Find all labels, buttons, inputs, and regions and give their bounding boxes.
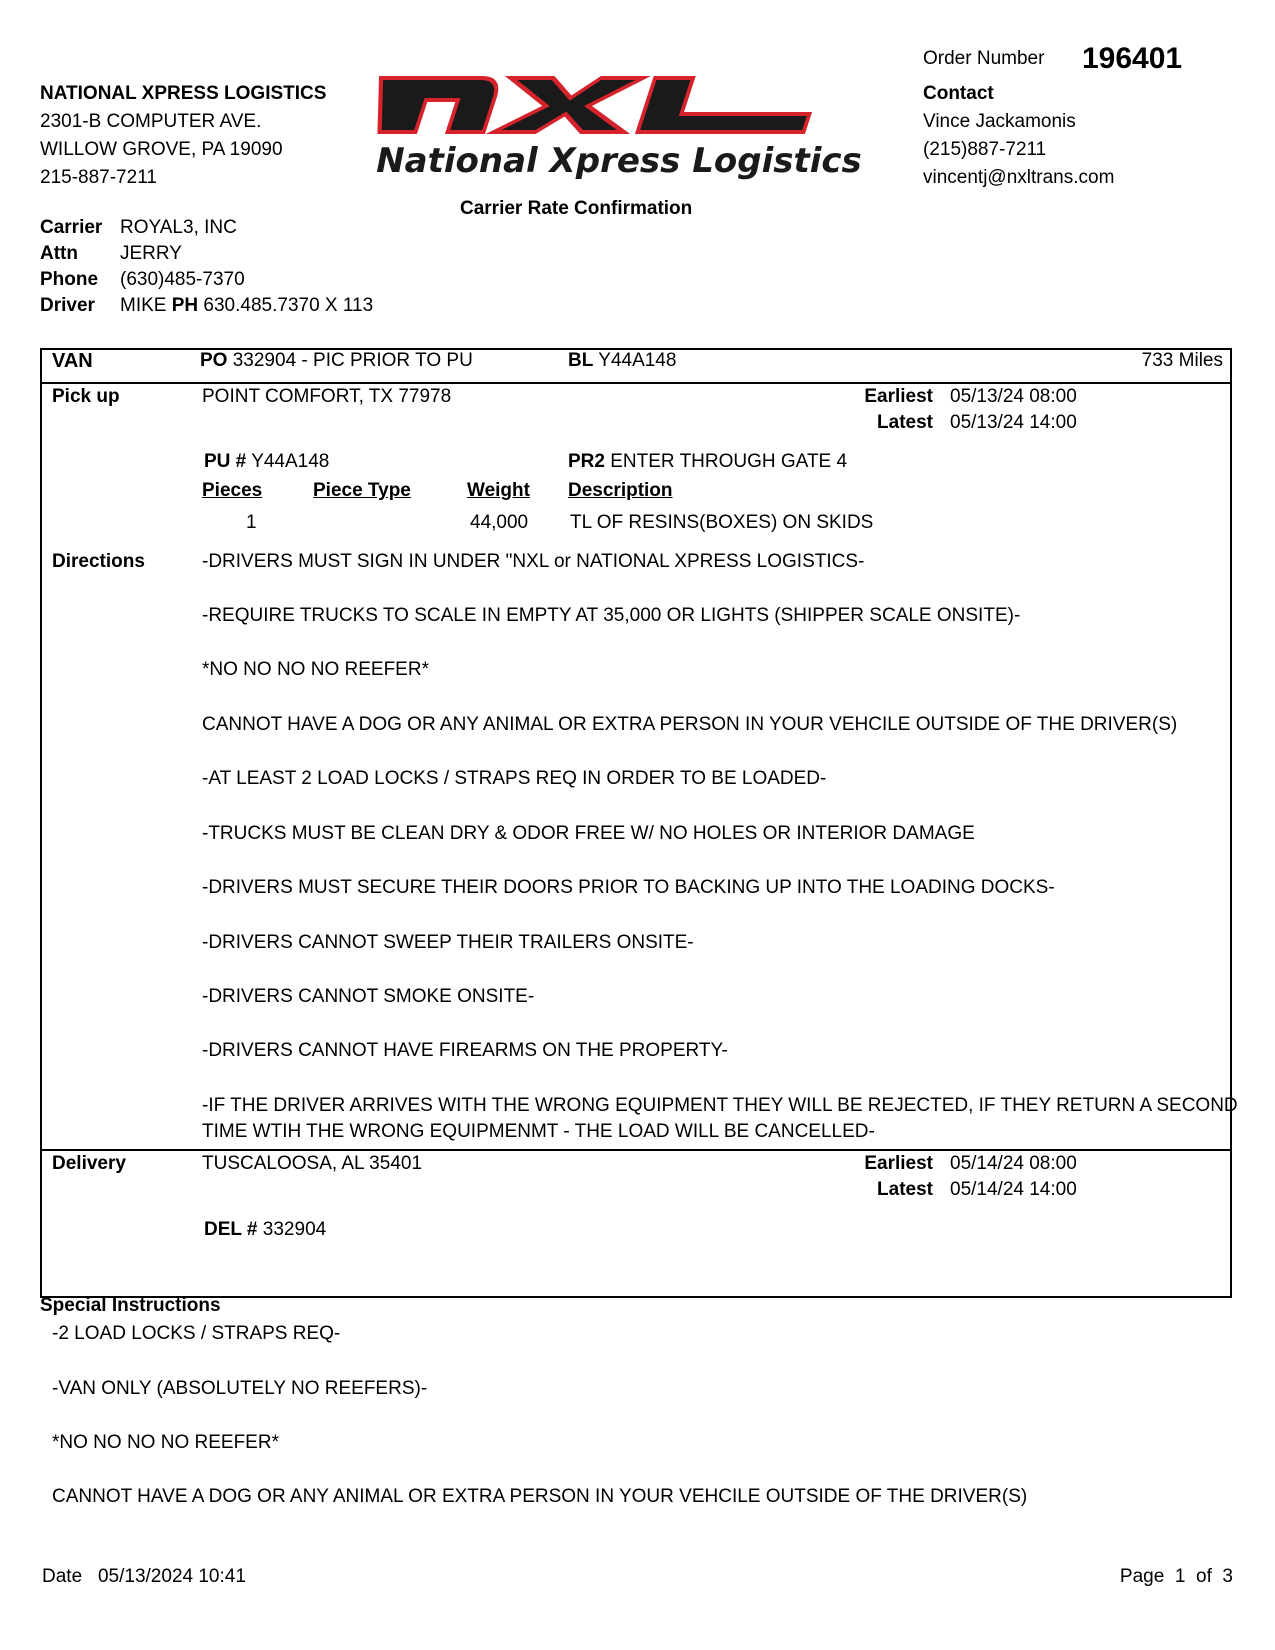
special-instruction-line: *NO NO NO NO REEFER* [52, 1432, 279, 1453]
driver-label: Driver [40, 295, 95, 316]
pickup-label: Pick up [52, 386, 120, 407]
attn-label: Attn [40, 243, 78, 264]
total-miles: 733 Miles [1141, 350, 1223, 371]
row-description: TL OF RESINS(BOXES) ON SKIDS [570, 512, 874, 533]
contact-phone: (215)887-7211 [923, 139, 1047, 160]
direction-line: -IF THE DRIVER ARRIVES WITH THE WRONG EQUIPMENT THEY WILL BE REJECTED, IF THEY RETURN A SECOND [202, 1095, 1238, 1116]
pu-number [204, 451, 329, 473]
row-pieces: 1 [246, 512, 257, 533]
bl-value: Y44A148 [598, 350, 677, 371]
date-value: 05/13/2024 10:41 [97, 1566, 246, 1587]
direction-line: -REQUIRE TRUCKS TO SCALE IN EMPTY AT 35,000 OR LIGHTS (SHIPPER SCALE ONSITE)- [202, 605, 1021, 626]
direction-line: *NO NO NO NO REEFER* [202, 659, 429, 680]
delivery-earliest-value: 05/14/24 08:00 [950, 1153, 1077, 1174]
pickup-earliest-label: Earliest [864, 386, 933, 407]
pickup-latest-label: Latest [877, 412, 933, 433]
po-value: 332904 - PIC PRIOR TO PU [232, 350, 473, 371]
special-instruction-line: -2 LOAD LOCKS / STRAPS REQ- [52, 1323, 341, 1344]
phone-label: Phone [40, 269, 99, 290]
page-total: 3 [1222, 1566, 1233, 1587]
pr2-label: PR2 [568, 451, 605, 472]
special-instruction-line: CANNOT HAVE A DOG OR ANY ANIMAL OR EXTRA PERSON IN YOUR VEHCILE OUTSIDE OF THE DRIVER(S) [52, 1486, 1028, 1507]
col-piece-type: Piece Type [313, 480, 411, 501]
driver-ph-label: PH [171, 295, 199, 316]
del-label: DEL # [204, 1219, 258, 1240]
direction-line: CANNOT HAVE A DOG OR ANY ANIMAL OR EXTRA PERSON IN YOUR VEHCILE OUTSIDE OF THE DRIVER(S) [202, 714, 1178, 735]
row-weight: 44,000 [470, 512, 529, 533]
direction-line: -DRIVERS MUST SIGN IN UNDER "NXL or NATIONAL XPRESS LOGISTICS- [202, 551, 865, 572]
col-description: Description [568, 480, 673, 501]
contact-name: Vince Jackamonis [923, 111, 1076, 132]
directions-label: Directions [52, 551, 145, 572]
delivery-location: TUSCALOOSA, AL 35401 [202, 1153, 423, 1174]
pickup-earliest-value: 05/13/24 08:00 [950, 386, 1077, 407]
order-number: 196401 [1082, 42, 1183, 75]
pu-value: Y44A148 [251, 451, 330, 472]
delivery-label: Delivery [52, 1153, 126, 1174]
delivery-latest-value: 05/14/24 14:00 [950, 1179, 1077, 1200]
pickup-location: POINT COMFORT, TX 77978 [202, 386, 452, 407]
driver-name: MIKE [120, 295, 167, 316]
bl-label: BL [568, 350, 594, 371]
direction-line: -DRIVERS CANNOT SWEEP THEIR TRAILERS ONSITE- [202, 932, 694, 953]
delivery-earliest-label: Earliest [864, 1153, 933, 1174]
carrier-label: Carrier [40, 217, 103, 238]
direction-line: -AT LEAST 2 LOAD LOCKS / STRAPS REQ IN ORDER TO BE LOADED- [202, 768, 827, 789]
company-name: NATIONAL XPRESS LOGISTICS [40, 83, 327, 104]
del-number [204, 1219, 326, 1241]
page-label: Page [1119, 1566, 1165, 1587]
pu-label: PU # [204, 451, 247, 472]
contact-email[interactable]: vincentj@nxltrans.com [923, 167, 1115, 188]
document-title: Carrier Rate Confirmation [460, 198, 693, 219]
nxl-logo [345, 66, 893, 186]
attn-value: JERRY [120, 243, 182, 264]
direction-line: -TRUCKS MUST BE CLEAN DRY & ODOR FREE W/ NO HOLES OR INTERIOR DAMAGE [202, 823, 975, 844]
header-divider [40, 382, 1232, 384]
direction-line: -DRIVERS CANNOT SMOKE ONSITE- [202, 986, 535, 1007]
logo-tagline: National Xpress Logistics [376, 141, 862, 181]
company-phone: 215-887-7211 [40, 167, 157, 188]
carrier-value: ROYAL3, INC [120, 217, 237, 238]
direction-line: TIME WTIH THE WRONG EQUIPMENMT - THE LOAD WILL BE CANCELLED- [202, 1121, 875, 1142]
page-number: 1 [1174, 1566, 1186, 1587]
delivery-divider [40, 1149, 1232, 1151]
del-value: 332904 [262, 1219, 327, 1240]
of-label: of [1196, 1566, 1212, 1587]
delivery-latest-label: Latest [877, 1179, 933, 1200]
driver-ph-value: 630.485.7370 X 113 [203, 295, 374, 316]
direction-line: -DRIVERS MUST SECURE THEIR DOORS PRIOR TO BACKING UP INTO THE LOADING DOCKS- [202, 877, 1055, 898]
col-pieces: Pieces [202, 480, 263, 501]
order-number-label: Order Number [923, 48, 1045, 69]
date-label: Date [42, 1566, 83, 1587]
equipment-type: VAN [52, 350, 93, 372]
bl-field [568, 350, 676, 372]
driver-info [120, 295, 373, 317]
footer-page [1120, 1566, 1233, 1588]
special-instructions-label: Special Instructions [40, 1295, 221, 1316]
contact-label: Contact [923, 83, 994, 104]
pickup-latest-value: 05/13/24 14:00 [950, 412, 1077, 433]
company-address-2: WILLOW GROVE, PA 19090 [40, 139, 283, 160]
po-field [200, 350, 473, 372]
nxl-logo-graphic [345, 66, 893, 186]
company-address-1: 2301-B COMPUTER AVE. [40, 111, 262, 132]
pr2-field [568, 451, 847, 473]
special-instruction-line: -VAN ONLY (ABSOLUTELY NO REEFERS)- [52, 1378, 428, 1399]
direction-line: -DRIVERS CANNOT HAVE FIREARMS ON THE PROPERTY- [202, 1040, 728, 1061]
po-label: PO [200, 350, 228, 371]
col-weight: Weight [467, 480, 530, 501]
footer-date [42, 1566, 246, 1588]
phone-value: (630)485-7370 [120, 269, 245, 290]
pr2-value: ENTER THROUGH GATE 4 [610, 451, 848, 472]
